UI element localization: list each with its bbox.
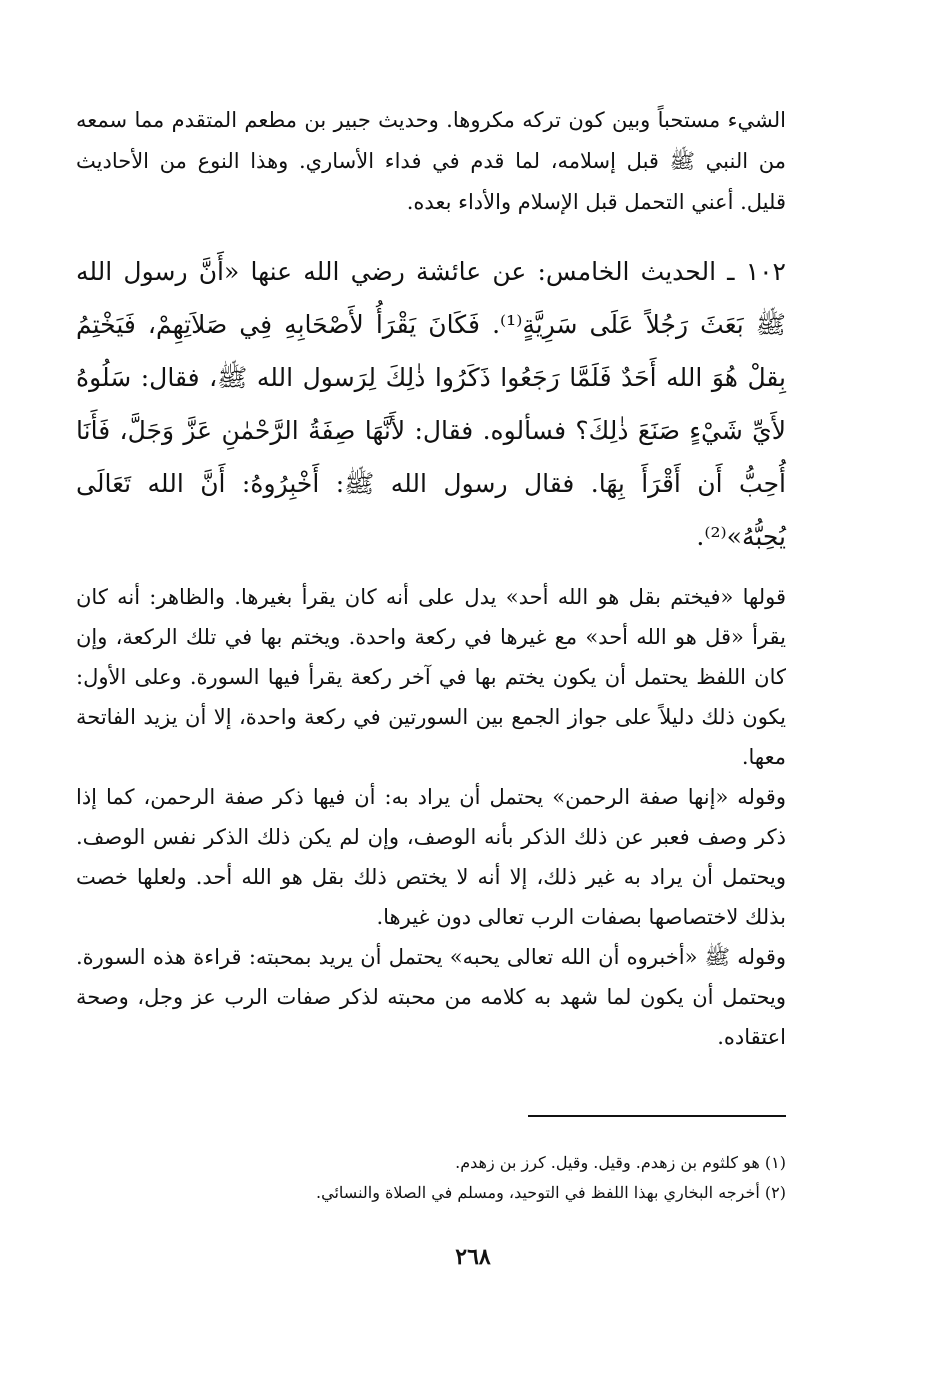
footnotes	[76, 1148, 786, 1208]
hadith-text: ١٠٢ ـ الحديث الخامس: عن عائشة رضي الله عنها «أَنَّ رسول الله ﷺ بَعَثَ رَجُلاً عَلَى سَرِيَّةٍ⁽¹⁾. فَكَانَ يَقْرَأُ لأَصْحَابِهِ فِي صَلاَتِهِمْ، فَيَخْتِمُ بِقلْ هُوَ الله أَحَدٌ فَلَمَّا رَجَعُوا ذَكَرُوا ذٰلِكَ لِرَسول الله ﷺ، فقال: سَلُوهُ لأَيِّ شَيْءٍ صَنَعَ ذٰلِكَ؟ فسألوه. فقال: لأَنَّهَا صِفَةُ الرَّحْمٰنِ عَزَّ وَجَلَّ، فَأَنَا أُحِبُّ أَن أَقْرَأَ بِهَا. فقال رسول الله ﷺ: أَخْبِرُوهُ: أَنَّ الله تَعَالَى يُحِبُّهُ»⁽²⁾.	[76, 257, 786, 551]
commentary-paragraph-2: وقوله «إنها صفة الرحمن» يحتمل أن يراد به: أن فيها ذكر صفة الرحمن، كما إذا ذكر وصف فعبر عن ذلك الذكر بأنه الوصف، وإن لم يكن ذلك الذكر نفس الوصف. ويحتمل أن يراد به غير ذلك، إلا أنه لا يختص ذلك بقل هو الله أحد. ولعلها خصت بذلك لاختصاصها بصفات الرب تعالى دون غيرها.	[76, 785, 786, 929]
page-number: ٢٦٨	[455, 1244, 491, 1270]
page-body	[76, 100, 786, 1057]
intro-paragraph: الشيء مستحباً وبين كون تركه مكروها. وحديث جبير بن مطعم المتقدم مما سمعه من النبي ﷺ قبل إسلامه، لما قدم في فداء الأساري. وهذا النوع من الأحاديث قليل. أعني التحمل قبل الإسلام والأداء بعده.	[76, 108, 786, 214]
commentary-paragraph-3: وقوله ﷺ «أخبروه أن الله تعالى يحبه» يحتمل أن يريد بمحبته: قراءة هذه السورة. ويحتمل أن يكون لما شهد به كلامه من محبته لذكر صفات الرب عز وجل، وصحة اعتقاده.	[76, 945, 786, 1049]
footnote-1: (١) هو كلثوم بن زهدم. وقيل. وقيل. كرز بن زهدم.	[455, 1153, 786, 1172]
commentary-paragraph-1: قولها «فيختم بقل هو الله أحد» يدل على أنه كان يقرأ بغيرها. والظاهر: أنه كان يقرأ «قل هو الله أحد» مع غيرها في ركعة واحدة. ويختم بها في تلك الركعة، وإن كان اللفظ يحتمل أن يكون يختم بها في آخر ركعة يقرأ فيها السورة. وعلى الأول: يكون ذلك دليلاً على جواز الجمع بين السورتين في ركعة واحدة، إلا أن يزيد الفاتحة معها.	[76, 585, 786, 769]
footnote-2: (٢) أخرجه البخاري بهذا اللفظ في التوحيد، ومسلم في الصلاة والنسائي.	[316, 1183, 786, 1202]
footnote-divider	[528, 1115, 786, 1117]
